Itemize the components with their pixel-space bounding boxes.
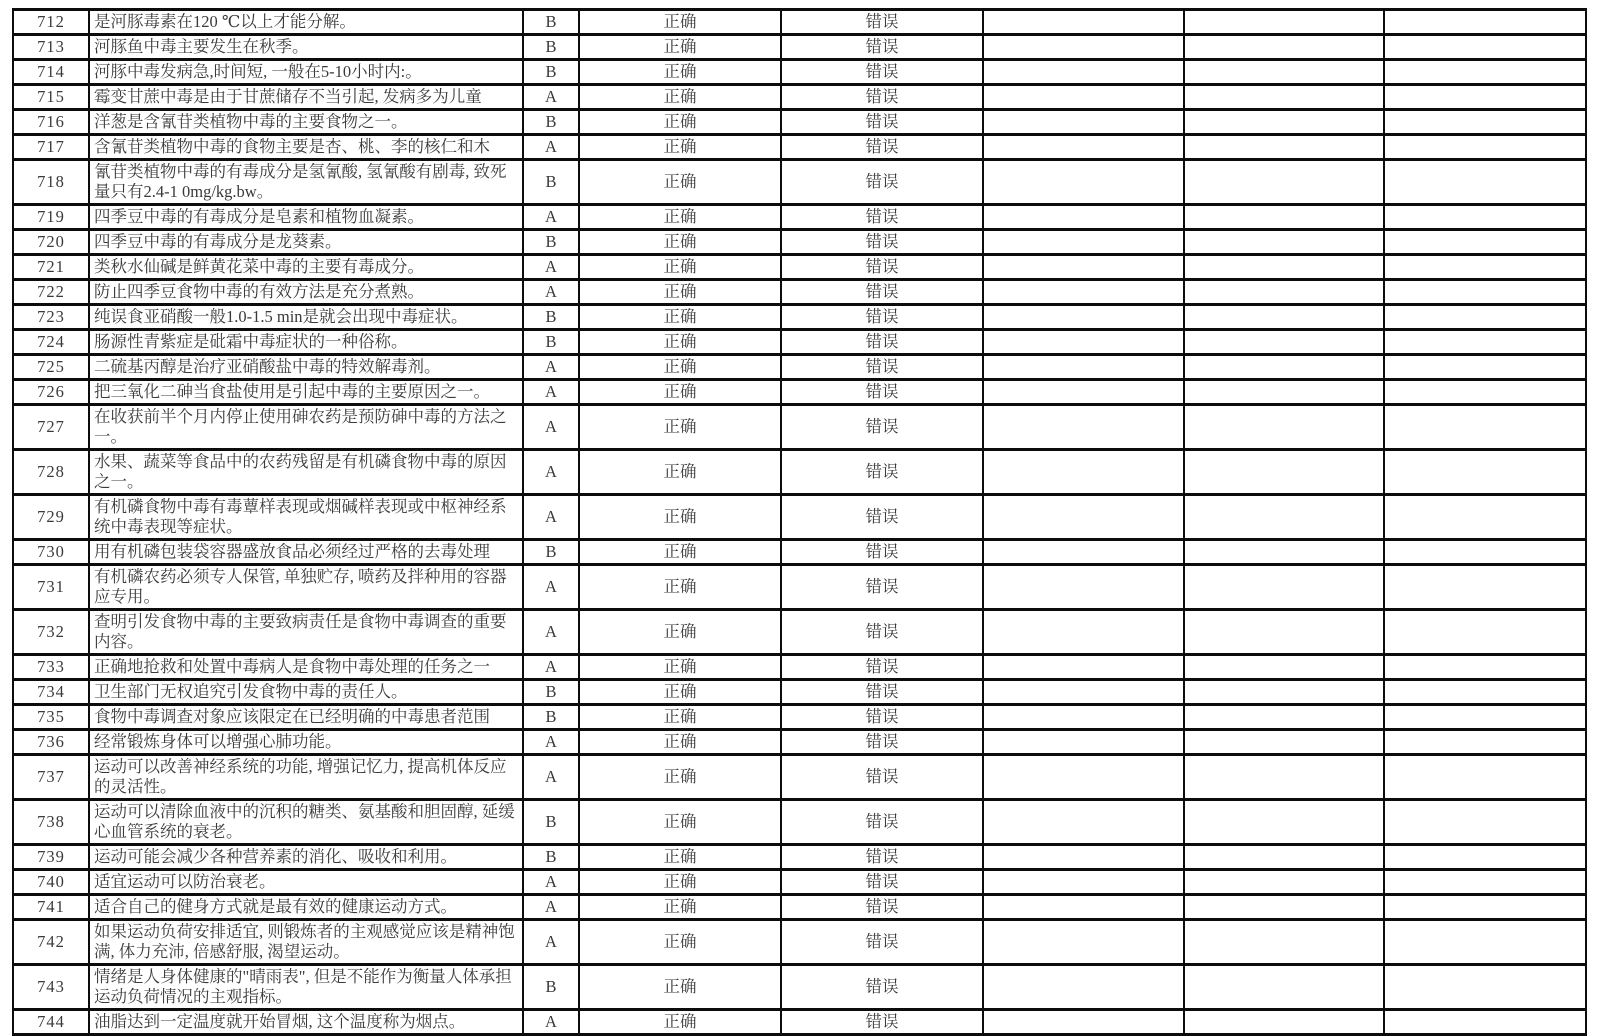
table-row bbox=[13, 655, 1586, 680]
judgment-wrong-cell: 错误 bbox=[781, 380, 983, 405]
empty-cell-3 bbox=[1384, 895, 1586, 920]
judgment-wrong-cell: 错误 bbox=[781, 160, 983, 205]
question-number-cell: 726 bbox=[13, 380, 89, 405]
judgment-wrong-cell: 错误 bbox=[781, 895, 983, 920]
question-text-cell: 含氰苷类植物中毒的食物主要是杏、桃、李的核仁和木 bbox=[89, 135, 523, 160]
empty-cell-3 bbox=[1384, 10, 1586, 35]
empty-cell-3 bbox=[1384, 800, 1586, 845]
empty-cell-1 bbox=[983, 380, 1184, 405]
table-row bbox=[13, 405, 1586, 450]
judgment-correct-cell: 正确 bbox=[579, 565, 781, 610]
judgment-correct-cell: 正确 bbox=[579, 450, 781, 495]
table-row bbox=[13, 35, 1586, 60]
question-text-cell: 河豚鱼中毒主要发生在秋季。 bbox=[89, 35, 523, 60]
judgment-wrong-cell: 错误 bbox=[781, 540, 983, 565]
empty-cell-3 bbox=[1384, 610, 1586, 655]
judgment-correct-cell: 正确 bbox=[579, 845, 781, 870]
answer-key-cell: A bbox=[523, 355, 579, 380]
judgment-correct-cell: 正确 bbox=[579, 405, 781, 450]
question-text-cell: 防止四季豆食物中毒的有效方法是充分煮熟。 bbox=[89, 280, 523, 305]
empty-cell-3 bbox=[1384, 1010, 1586, 1035]
answer-key-cell: B bbox=[523, 965, 579, 1010]
question-number-cell: 714 bbox=[13, 60, 89, 85]
question-number-cell: 738 bbox=[13, 800, 89, 845]
answer-key-cell: A bbox=[523, 920, 579, 965]
table-row bbox=[13, 540, 1586, 565]
empty-cell-3 bbox=[1384, 870, 1586, 895]
question-text-cell: 正确地抢救和处置中毒病人是食物中毒处理的任务之一 bbox=[89, 655, 523, 680]
table-row bbox=[13, 800, 1586, 845]
answer-key-cell: A bbox=[523, 730, 579, 755]
empty-cell-2 bbox=[1184, 255, 1384, 280]
question-number-cell: 744 bbox=[13, 1010, 89, 1035]
judgment-correct-cell: 正确 bbox=[579, 135, 781, 160]
answer-key-cell: B bbox=[523, 10, 579, 35]
empty-cell-2 bbox=[1184, 355, 1384, 380]
question-text-cell: 二硫基丙醇是治疗亚硝酸盐中毒的特效解毒剂。 bbox=[89, 355, 523, 380]
judgment-wrong-cell: 错误 bbox=[781, 1010, 983, 1035]
empty-cell-1 bbox=[983, 405, 1184, 450]
empty-cell-3 bbox=[1384, 255, 1586, 280]
empty-cell-3 bbox=[1384, 450, 1586, 495]
empty-cell-2 bbox=[1184, 380, 1384, 405]
judgment-correct-cell: 正确 bbox=[579, 10, 781, 35]
empty-cell-3 bbox=[1384, 565, 1586, 610]
answer-key-cell: A bbox=[523, 895, 579, 920]
empty-cell-1 bbox=[983, 60, 1184, 85]
empty-cell-1 bbox=[983, 540, 1184, 565]
judgment-correct-cell: 正确 bbox=[579, 160, 781, 205]
table-row bbox=[13, 565, 1586, 610]
empty-cell-3 bbox=[1384, 655, 1586, 680]
empty-cell-1 bbox=[983, 305, 1184, 330]
question-text-cell: 运动可以清除血液中的沉积的糖类、氨基酸和胆固醇, 延缓心血管系统的衰老。 bbox=[89, 800, 523, 845]
empty-cell-1 bbox=[983, 870, 1184, 895]
judgment-wrong-cell: 错误 bbox=[781, 755, 983, 800]
table-row bbox=[13, 10, 1586, 35]
question-text-cell: 有机磷食物中毒有毒蕈样表现或烟碱样表现或中枢神经系统中毒表现等症状。 bbox=[89, 495, 523, 540]
answer-key-cell: A bbox=[523, 135, 579, 160]
judgment-wrong-cell: 错误 bbox=[781, 920, 983, 965]
empty-cell-2 bbox=[1184, 655, 1384, 680]
empty-cell-2 bbox=[1184, 895, 1384, 920]
empty-cell-1 bbox=[983, 205, 1184, 230]
judgment-wrong-cell: 错误 bbox=[781, 965, 983, 1010]
answer-key-cell: B bbox=[523, 230, 579, 255]
empty-cell-1 bbox=[983, 965, 1184, 1010]
empty-cell-1 bbox=[983, 895, 1184, 920]
question-number-cell: 728 bbox=[13, 450, 89, 495]
empty-cell-3 bbox=[1384, 35, 1586, 60]
empty-cell-2 bbox=[1184, 845, 1384, 870]
table-row bbox=[13, 610, 1586, 655]
table-row bbox=[13, 920, 1586, 965]
question-text-cell: 有机磷农药必须专人保管, 单独贮存, 喷药及拌种用的容器应专用。 bbox=[89, 565, 523, 610]
judgment-correct-cell: 正确 bbox=[579, 110, 781, 135]
judgment-correct-cell: 正确 bbox=[579, 680, 781, 705]
table-row bbox=[13, 380, 1586, 405]
answer-key-cell: B bbox=[523, 705, 579, 730]
table-row bbox=[13, 280, 1586, 305]
judgment-wrong-cell: 错误 bbox=[781, 680, 983, 705]
empty-cell-2 bbox=[1184, 705, 1384, 730]
question-number-cell: 736 bbox=[13, 730, 89, 755]
judgment-correct-cell: 正确 bbox=[579, 920, 781, 965]
judgment-wrong-cell: 错误 bbox=[781, 205, 983, 230]
question-number-cell: 733 bbox=[13, 655, 89, 680]
answer-key-cell: A bbox=[523, 205, 579, 230]
answer-key-cell: B bbox=[523, 110, 579, 135]
judgment-wrong-cell: 错误 bbox=[781, 355, 983, 380]
question-text-cell: 把三氧化二砷当食盐使用是引起中毒的主要原因之一。 bbox=[89, 380, 523, 405]
judgment-wrong-cell: 错误 bbox=[781, 610, 983, 655]
judgment-correct-cell: 正确 bbox=[579, 730, 781, 755]
empty-cell-2 bbox=[1184, 160, 1384, 205]
question-text-cell: 肠源性青紫症是砒霜中毒症状的一种俗称。 bbox=[89, 330, 523, 355]
table-row bbox=[13, 60, 1586, 85]
question-text-cell: 河豚中毒发病急,时间短, 一般在5-10小时内:。 bbox=[89, 60, 523, 85]
table-row bbox=[13, 330, 1586, 355]
question-number-cell: 724 bbox=[13, 330, 89, 355]
answer-key-cell: B bbox=[523, 305, 579, 330]
answer-key-cell: A bbox=[523, 495, 579, 540]
answer-key-cell: B bbox=[523, 160, 579, 205]
table-row bbox=[13, 870, 1586, 895]
empty-cell-2 bbox=[1184, 730, 1384, 755]
empty-cell-1 bbox=[983, 565, 1184, 610]
empty-cell-3 bbox=[1384, 355, 1586, 380]
judgment-wrong-cell: 错误 bbox=[781, 495, 983, 540]
question-text-cell: 油脂达到一定温度就开始冒烟, 这个温度称为烟点。 bbox=[89, 1010, 523, 1035]
judgment-wrong-cell: 错误 bbox=[781, 230, 983, 255]
empty-cell-2 bbox=[1184, 110, 1384, 135]
empty-cell-3 bbox=[1384, 380, 1586, 405]
question-text-cell: 氰苷类植物中毒的有毒成分是氢氰酸, 氢氰酸有剧毒, 致死量只有2.4-1 0mg/kg.bw。 bbox=[89, 160, 523, 205]
judgment-correct-cell: 正确 bbox=[579, 705, 781, 730]
empty-cell-1 bbox=[983, 495, 1184, 540]
empty-cell-1 bbox=[983, 655, 1184, 680]
question-text-cell: 卫生部门无权追究引发食物中毒的责任人。 bbox=[89, 680, 523, 705]
question-number-cell: 735 bbox=[13, 705, 89, 730]
empty-cell-2 bbox=[1184, 230, 1384, 255]
answer-key-cell: B bbox=[523, 800, 579, 845]
judgment-wrong-cell: 错误 bbox=[781, 870, 983, 895]
question-text-cell: 食物中毒调查对象应该限定在已经明确的中毒患者范围 bbox=[89, 705, 523, 730]
question-number-cell: 718 bbox=[13, 160, 89, 205]
empty-cell-1 bbox=[983, 705, 1184, 730]
judgment-correct-cell: 正确 bbox=[579, 755, 781, 800]
empty-cell-2 bbox=[1184, 280, 1384, 305]
empty-cell-3 bbox=[1384, 845, 1586, 870]
empty-cell-2 bbox=[1184, 35, 1384, 60]
judgment-wrong-cell: 错误 bbox=[781, 800, 983, 845]
answer-key-cell: A bbox=[523, 255, 579, 280]
table-row bbox=[13, 495, 1586, 540]
empty-cell-1 bbox=[983, 230, 1184, 255]
judgment-wrong-cell: 错误 bbox=[781, 60, 983, 85]
table-row bbox=[13, 895, 1586, 920]
question-number-cell: 719 bbox=[13, 205, 89, 230]
empty-cell-1 bbox=[983, 1010, 1184, 1035]
table-row bbox=[13, 755, 1586, 800]
empty-cell-1 bbox=[983, 35, 1184, 60]
judgment-wrong-cell: 错误 bbox=[781, 135, 983, 160]
empty-cell-3 bbox=[1384, 755, 1586, 800]
empty-cell-2 bbox=[1184, 405, 1384, 450]
empty-cell-3 bbox=[1384, 85, 1586, 110]
empty-cell-2 bbox=[1184, 540, 1384, 565]
empty-cell-3 bbox=[1384, 680, 1586, 705]
judgment-correct-cell: 正确 bbox=[579, 35, 781, 60]
question-number-cell: 732 bbox=[13, 610, 89, 655]
answer-key-cell: A bbox=[523, 85, 579, 110]
empty-cell-2 bbox=[1184, 60, 1384, 85]
empty-cell-3 bbox=[1384, 330, 1586, 355]
judgment-correct-cell: 正确 bbox=[579, 230, 781, 255]
empty-cell-3 bbox=[1384, 110, 1586, 135]
judgment-correct-cell: 正确 bbox=[579, 870, 781, 895]
judgment-correct-cell: 正确 bbox=[579, 540, 781, 565]
empty-cell-2 bbox=[1184, 85, 1384, 110]
table-row bbox=[13, 450, 1586, 495]
answer-key-cell: A bbox=[523, 405, 579, 450]
question-text-cell: 洋葱是含氰苷类植物中毒的主要食物之一。 bbox=[89, 110, 523, 135]
question-number-cell: 741 bbox=[13, 895, 89, 920]
empty-cell-2 bbox=[1184, 965, 1384, 1010]
empty-cell-2 bbox=[1184, 450, 1384, 495]
question-number-cell: 723 bbox=[13, 305, 89, 330]
table-row bbox=[13, 730, 1586, 755]
table-row bbox=[13, 965, 1586, 1010]
question-number-cell: 740 bbox=[13, 870, 89, 895]
empty-cell-1 bbox=[983, 450, 1184, 495]
judgment-wrong-cell: 错误 bbox=[781, 10, 983, 35]
judgment-wrong-cell: 错误 bbox=[781, 35, 983, 60]
question-text-cell: 情绪是人身体健康的"晴雨表", 但是不能作为衡量人体承担运动负荷情况的主观指标。 bbox=[89, 965, 523, 1010]
question-number-cell: 721 bbox=[13, 255, 89, 280]
empty-cell-1 bbox=[983, 160, 1184, 205]
question-text-cell: 用有机磷包装袋容器盛放食品必须经过严格的去毒处理 bbox=[89, 540, 523, 565]
question-number-cell: 720 bbox=[13, 230, 89, 255]
empty-cell-2 bbox=[1184, 205, 1384, 230]
empty-cell-1 bbox=[983, 355, 1184, 380]
empty-cell-2 bbox=[1184, 870, 1384, 895]
answer-key-cell: B bbox=[523, 540, 579, 565]
judgment-correct-cell: 正确 bbox=[579, 610, 781, 655]
judgment-correct-cell: 正确 bbox=[579, 280, 781, 305]
question-number-cell: 734 bbox=[13, 680, 89, 705]
table-row bbox=[13, 845, 1586, 870]
answer-key-cell: A bbox=[523, 380, 579, 405]
empty-cell-2 bbox=[1184, 135, 1384, 160]
empty-cell-1 bbox=[983, 330, 1184, 355]
questions-table-body bbox=[13, 10, 1586, 1035]
question-number-cell: 713 bbox=[13, 35, 89, 60]
empty-cell-1 bbox=[983, 680, 1184, 705]
question-number-cell: 742 bbox=[13, 920, 89, 965]
answer-key-cell: A bbox=[523, 870, 579, 895]
answer-key-cell: A bbox=[523, 1010, 579, 1035]
empty-cell-3 bbox=[1384, 230, 1586, 255]
answer-key-cell: B bbox=[523, 330, 579, 355]
judgment-correct-cell: 正确 bbox=[579, 255, 781, 280]
empty-cell-2 bbox=[1184, 920, 1384, 965]
empty-cell-3 bbox=[1384, 920, 1586, 965]
question-number-cell: 729 bbox=[13, 495, 89, 540]
judgment-wrong-cell: 错误 bbox=[781, 450, 983, 495]
question-number-cell: 743 bbox=[13, 965, 89, 1010]
table-row bbox=[13, 305, 1586, 330]
empty-cell-2 bbox=[1184, 755, 1384, 800]
answer-key-cell: B bbox=[523, 680, 579, 705]
answer-key-cell: A bbox=[523, 655, 579, 680]
empty-cell-1 bbox=[983, 610, 1184, 655]
judgment-wrong-cell: 错误 bbox=[781, 280, 983, 305]
empty-cell-1 bbox=[983, 10, 1184, 35]
empty-cell-2 bbox=[1184, 565, 1384, 610]
empty-cell-3 bbox=[1384, 60, 1586, 85]
answer-key-cell: A bbox=[523, 755, 579, 800]
empty-cell-2 bbox=[1184, 305, 1384, 330]
empty-cell-3 bbox=[1384, 705, 1586, 730]
judgment-correct-cell: 正确 bbox=[579, 205, 781, 230]
question-text-cell: 四季豆中毒的有毒成分是皂素和植物血凝素。 bbox=[89, 205, 523, 230]
empty-cell-3 bbox=[1384, 160, 1586, 205]
empty-cell-1 bbox=[983, 255, 1184, 280]
empty-cell-1 bbox=[983, 920, 1184, 965]
empty-cell-3 bbox=[1384, 495, 1586, 540]
judgment-correct-cell: 正确 bbox=[579, 1010, 781, 1035]
question-number-cell: 717 bbox=[13, 135, 89, 160]
question-text-cell: 查明引发食物中毒的主要致病责任是食物中毒调查的重要内容。 bbox=[89, 610, 523, 655]
answer-key-cell: B bbox=[523, 35, 579, 60]
question-text-cell: 适宜运动可以防治衰老。 bbox=[89, 870, 523, 895]
question-text-cell: 在收获前半个月内停止使用砷农药是预防砷中毒的方法之一。 bbox=[89, 405, 523, 450]
empty-cell-1 bbox=[983, 135, 1184, 160]
question-text-cell: 如果运动负荷安排适宜, 则锻炼者的主观感觉应该是精神饱满, 体力充沛, 倍感舒服, 渴望运动。 bbox=[89, 920, 523, 965]
empty-cell-3 bbox=[1384, 205, 1586, 230]
judgment-correct-cell: 正确 bbox=[579, 330, 781, 355]
question-text-cell: 类秋水仙碱是鲜黄花菜中毒的主要有毒成分。 bbox=[89, 255, 523, 280]
judgment-correct-cell: 正确 bbox=[579, 895, 781, 920]
true-false-questions-table bbox=[12, 8, 1587, 1036]
question-text-cell: 运动可以改善神经系统的功能, 增强记忆力, 提高机体反应的灵活性。 bbox=[89, 755, 523, 800]
judgment-wrong-cell: 错误 bbox=[781, 110, 983, 135]
table-row bbox=[13, 680, 1586, 705]
judgment-correct-cell: 正确 bbox=[579, 800, 781, 845]
question-text-cell: 纯误食亚硝酸一般1.0-1.5 min是就会出现中毒症状。 bbox=[89, 305, 523, 330]
empty-cell-1 bbox=[983, 280, 1184, 305]
empty-cell-2 bbox=[1184, 610, 1384, 655]
answer-key-cell: A bbox=[523, 565, 579, 610]
empty-cell-2 bbox=[1184, 680, 1384, 705]
judgment-correct-cell: 正确 bbox=[579, 655, 781, 680]
question-number-cell: 739 bbox=[13, 845, 89, 870]
judgment-correct-cell: 正确 bbox=[579, 965, 781, 1010]
answer-key-cell: A bbox=[523, 450, 579, 495]
judgment-correct-cell: 正确 bbox=[579, 305, 781, 330]
question-number-cell: 730 bbox=[13, 540, 89, 565]
empty-cell-3 bbox=[1384, 730, 1586, 755]
judgment-wrong-cell: 错误 bbox=[781, 705, 983, 730]
judgment-wrong-cell: 错误 bbox=[781, 845, 983, 870]
question-text-cell: 运动可能会减少各种营养素的消化、吸收和利用。 bbox=[89, 845, 523, 870]
judgment-wrong-cell: 错误 bbox=[781, 305, 983, 330]
judgment-correct-cell: 正确 bbox=[579, 60, 781, 85]
table-row bbox=[13, 205, 1586, 230]
question-number-cell: 712 bbox=[13, 10, 89, 35]
empty-cell-1 bbox=[983, 800, 1184, 845]
question-text-cell: 是河豚毒素在120 ℃以上才能分解。 bbox=[89, 10, 523, 35]
empty-cell-3 bbox=[1384, 135, 1586, 160]
answer-key-cell: B bbox=[523, 845, 579, 870]
table-row bbox=[13, 110, 1586, 135]
empty-cell-2 bbox=[1184, 1010, 1384, 1035]
empty-cell-2 bbox=[1184, 800, 1384, 845]
judgment-correct-cell: 正确 bbox=[579, 380, 781, 405]
empty-cell-3 bbox=[1384, 280, 1586, 305]
empty-cell-1 bbox=[983, 110, 1184, 135]
question-text-cell: 水果、蔬菜等食品中的农药残留是有机磷食物中毒的原因之一。 bbox=[89, 450, 523, 495]
question-text-cell: 霉变甘蔗中毒是由于甘蔗储存不当引起, 发病多为儿童 bbox=[89, 85, 523, 110]
judgment-correct-cell: 正确 bbox=[579, 85, 781, 110]
judgment-wrong-cell: 错误 bbox=[781, 85, 983, 110]
empty-cell-3 bbox=[1384, 305, 1586, 330]
question-number-cell: 716 bbox=[13, 110, 89, 135]
empty-cell-3 bbox=[1384, 405, 1586, 450]
question-number-cell: 722 bbox=[13, 280, 89, 305]
question-number-cell: 731 bbox=[13, 565, 89, 610]
judgment-wrong-cell: 错误 bbox=[781, 730, 983, 755]
judgment-wrong-cell: 错误 bbox=[781, 655, 983, 680]
judgment-correct-cell: 正确 bbox=[579, 355, 781, 380]
empty-cell-2 bbox=[1184, 495, 1384, 540]
table-row bbox=[13, 135, 1586, 160]
table-row bbox=[13, 230, 1586, 255]
empty-cell-1 bbox=[983, 845, 1184, 870]
empty-cell-3 bbox=[1384, 540, 1586, 565]
empty-cell-2 bbox=[1184, 330, 1384, 355]
empty-cell-1 bbox=[983, 85, 1184, 110]
table-row bbox=[13, 705, 1586, 730]
table-row bbox=[13, 1010, 1586, 1035]
question-number-cell: 727 bbox=[13, 405, 89, 450]
judgment-wrong-cell: 错误 bbox=[781, 255, 983, 280]
question-number-cell: 715 bbox=[13, 85, 89, 110]
empty-cell-1 bbox=[983, 730, 1184, 755]
answer-key-cell: B bbox=[523, 60, 579, 85]
table-row bbox=[13, 255, 1586, 280]
empty-cell-1 bbox=[983, 755, 1184, 800]
judgment-wrong-cell: 错误 bbox=[781, 405, 983, 450]
empty-cell-3 bbox=[1384, 965, 1586, 1010]
answer-key-cell: A bbox=[523, 610, 579, 655]
judgment-wrong-cell: 错误 bbox=[781, 330, 983, 355]
question-number-cell: 725 bbox=[13, 355, 89, 380]
table-row bbox=[13, 355, 1586, 380]
table-row bbox=[13, 160, 1586, 205]
judgment-correct-cell: 正确 bbox=[579, 495, 781, 540]
judgment-wrong-cell: 错误 bbox=[781, 565, 983, 610]
answer-key-cell: A bbox=[523, 280, 579, 305]
question-text-cell: 适合自己的健身方式就是最有效的健康运动方式。 bbox=[89, 895, 523, 920]
table-row bbox=[13, 85, 1586, 110]
question-number-cell: 737 bbox=[13, 755, 89, 800]
question-text-cell: 四季豆中毒的有毒成分是龙葵素。 bbox=[89, 230, 523, 255]
question-text-cell: 经常锻炼身体可以增强心肺功能。 bbox=[89, 730, 523, 755]
empty-cell-2 bbox=[1184, 10, 1384, 35]
